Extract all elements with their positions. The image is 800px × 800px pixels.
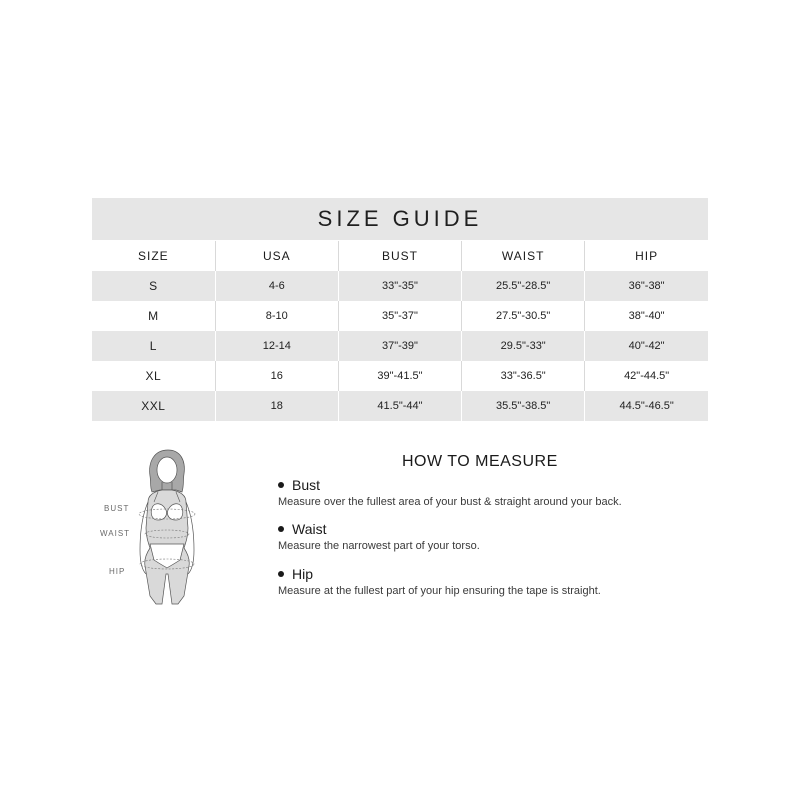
table-row [92, 301, 708, 331]
size-guide-title: SIZE GUIDE [317, 206, 483, 231]
cell-waist: 35.5"-38.5" [462, 391, 585, 421]
bullet-icon [278, 571, 284, 577]
column-header-waist: WAIST [462, 241, 585, 271]
measure-head [278, 521, 718, 537]
cell-usa: 8-10 [215, 301, 338, 331]
measure-item-waist [278, 521, 718, 552]
column-header-usa: USA [215, 241, 338, 271]
cell-usa: 12-14 [215, 331, 338, 361]
cell-usa: 16 [215, 361, 338, 391]
figure-label-hip: HIP [109, 567, 126, 576]
table-row [92, 331, 708, 361]
measure-description: Measure the narrowest part of your torso. [278, 540, 480, 552]
column-header-bust: BUST [338, 241, 461, 271]
bullet-icon [278, 482, 284, 488]
cell-bust: 33"-35" [338, 271, 461, 301]
column-header-hip: HIP [585, 241, 708, 271]
measure-description: Measure at the fullest part of your hip ensuring the tape is straight. [278, 585, 601, 597]
cell-bust: 39"-41.5" [338, 361, 461, 391]
cell-hip: 42"-44.5" [585, 361, 708, 391]
measure-head [278, 477, 718, 493]
cell-waist: 25.5"-28.5" [462, 271, 585, 301]
cell-size: M [92, 301, 215, 331]
figure-label-bust: BUST [104, 504, 130, 513]
measure-label: Bust [292, 477, 321, 493]
measure-head [278, 566, 718, 582]
cell-waist: 33"-36.5" [462, 361, 585, 391]
cell-usa: 4-6 [215, 271, 338, 301]
cell-hip: 36"-38" [585, 271, 708, 301]
cell-usa: 18 [215, 391, 338, 421]
body-measurement-figure-icon [90, 446, 220, 608]
table-row [92, 361, 708, 391]
table-header-row [92, 241, 708, 271]
table-row [92, 391, 708, 421]
cell-size: L [92, 331, 215, 361]
measure-label: Waist [292, 521, 327, 537]
cell-waist: 27.5"-30.5" [462, 301, 585, 331]
cell-size: XL [92, 361, 215, 391]
cell-bust: 35"-37" [338, 301, 461, 331]
table-row [92, 271, 708, 301]
measure-label: Hip [292, 566, 314, 582]
figure-label-waist: WAIST [100, 529, 131, 538]
measure-item-bust [278, 477, 718, 508]
body-measurement-figure [90, 446, 220, 608]
bullet-icon [278, 526, 284, 532]
measure-description: Measure over the fullest area of your bust & straight around your back. [278, 496, 622, 508]
cell-hip: 38"-40" [585, 301, 708, 331]
cell-bust: 41.5"-44" [338, 391, 461, 421]
cell-bust: 37"-39" [338, 331, 461, 361]
size-guide-header [92, 198, 708, 240]
column-header-size: SIZE [92, 241, 215, 271]
measure-item-hip [278, 566, 718, 597]
cell-hip: 40"-42" [585, 331, 708, 361]
size-table [92, 241, 708, 421]
cell-size: S [92, 271, 215, 301]
cell-size: XXL [92, 391, 215, 421]
cell-waist: 29.5"-33" [462, 331, 585, 361]
cell-hip: 44.5"-46.5" [585, 391, 708, 421]
how-to-measure-title: HOW TO MEASURE [402, 453, 558, 470]
